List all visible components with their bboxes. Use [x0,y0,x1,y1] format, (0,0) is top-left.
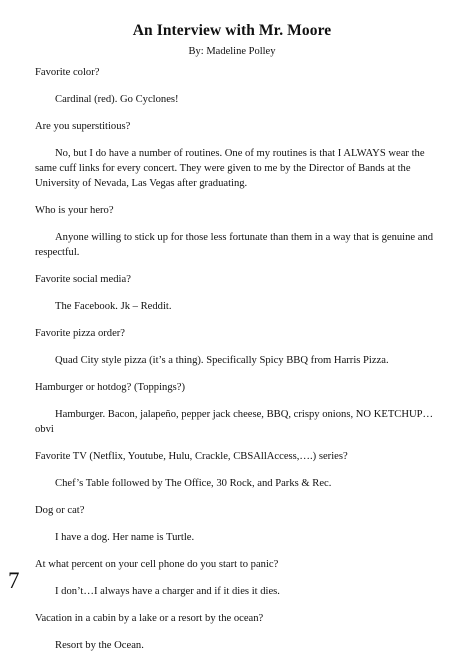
answer-2: No, but I do have a number of routines. One of my routines is that I ALWAYS wear the same cuff links for every concert. They were given to me by the Director of Bands at the University of Nevada, Las Vegas after graduating. [35,148,425,189]
question-10: Vacation in a cabin by a lake or a resort by the ocean? [35,613,264,624]
question-3: Who is your hero? [35,205,114,216]
question-7: Favorite TV (Netflix, Youtube, Hulu, Crackle, CBSAllAccess,….) series? [35,451,348,462]
answer-8: I have a dog. Her name is Turtle. [55,532,195,543]
question-6: Hamburger or hotdog? (Toppings?) [35,382,185,393]
article-byline: By: Madeline Polley [188,46,276,57]
question-2: Are you superstitious? [35,121,131,132]
answer-5: Quad City style pizza (it’s a thing). Specifically Spicy BBQ from Harris Pizza. [55,355,389,366]
question-1: Favorite color? [35,67,100,78]
question-4: Favorite social media? [35,274,131,285]
interview-qa-list [35,65,435,653]
article-title: An Interview with Mr. Moore [132,22,332,39]
answer-10: Resort by the Ocean. [55,640,144,651]
answer-9: I don’t…I always have a charger and if it dies it dies. [55,586,280,597]
answer-4: The Facebook. Jk – Reddit. [55,301,172,312]
question-9: At what percent on your cell phone do you start to panic? [35,559,279,570]
page-number: 7 [8,568,20,593]
question-5: Favorite pizza order? [35,328,126,339]
answer-3: Anyone willing to stick up for those less fortunate than them in a way that is genuine and respectful. [35,232,434,258]
answer-1: Cardinal (red). Go Cyclones! [55,94,179,105]
answer-7: Chef’s Table followed by The Office, 30 Rock, and Parks & Rec. [55,478,332,489]
answer-6: Hamburger. Bacon, jalapeño, pepper jack cheese, BBQ, crispy onions, NO KETCHUP…obvi [35,409,434,435]
question-8: Dog or cat? [35,505,85,516]
